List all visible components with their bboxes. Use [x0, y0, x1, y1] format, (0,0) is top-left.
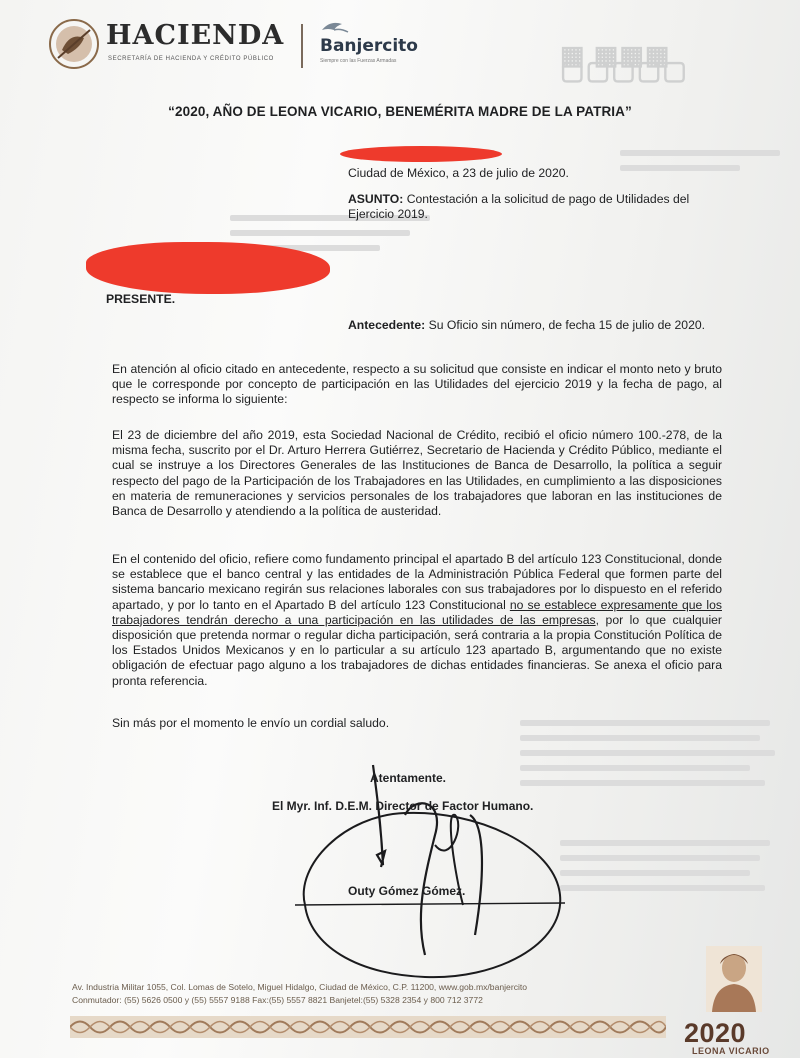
redaction-mark — [340, 146, 502, 162]
logo-divider — [301, 24, 303, 68]
hacienda-logo-text: HACIENDA — [106, 20, 285, 51]
subject-text: Contestación a la solicitud de pago de Utilidades del Ejercicio 2019. — [348, 192, 690, 222]
footer-year: 2020 — [684, 1018, 747, 1048]
body-paragraph-1: En atención al oficio citado en antecedente, respecto a su solicitud que consiste en indicar el monto neto y bruto que le corresponde por concepto de participación en las Utilidades del ejercicio 2019 y la fecha de pago, al respecto se informa lo siguiente: — [112, 362, 722, 407]
paragraph-3-part-b: , por lo que cualquier disposición que pretenda normar o regular dicha participación, será contraria a la propia Constitución Política de los Estados Unidos Mexicanos y en lo particular a su artículo 123 apartado B, argumentando que no existe obligación de efectuar pago alguno a los trabajadores de dichas entidades financieras. Se anexa el oficio para pronta referencia. — [112, 612, 722, 688]
footer-address: Av. Industria Militar 1055, Col. Lomas de Sotelo, Miguel Hidalgo, Ciudad de México, C.P. 11200, www.gob.mx/banjercito — [72, 982, 528, 992]
subject-line — [348, 192, 728, 222]
body-paragraph-3 — [112, 552, 722, 689]
banjercito-bird-icon — [320, 20, 350, 36]
subject-label: ASUNTO: — [348, 192, 404, 206]
banjercito-subtitle: Siempre con las Fuerzas Armadas — [320, 58, 397, 64]
banjercito-logo-text: Banjercito — [320, 36, 418, 56]
mexico-seal-icon — [48, 18, 100, 70]
footer-leona-vicario: LEONA VICARIO — [692, 1046, 770, 1056]
bleed-through-logo: ▦ ▦▦▦ ▢▢▢▢▢ — [560, 40, 688, 85]
letterhead — [48, 16, 448, 76]
reference-label: Antecedente: — [348, 318, 426, 332]
closing-sentence: Sin más por el momento le envío un cordial saludo. — [112, 716, 390, 730]
year-motto: “2020, AÑO DE LEONA VICARIO, BENEMÉRITA MADRE DE LA PATRIA” — [168, 104, 632, 119]
body-paragraph-2: El 23 de diciembre del año 2019, esta Sociedad Nacional de Crédito, recibió el oficio número 100.-278, de la misma fecha, suscrito por el Dr. Arturo Herrera Gutiérrez, Secretario de Hacienda y Crédito Público, mediante el cual se instruye a los Directores Generales de las Instituciones de Banca de Desarrollo, la política a seguir respecto del pago de la Participación de los Trabajadores en las Utilidades, en cumplimiento a las disposiciones en materia de remuneraciones y servicios personales de los trabajadores que laboran en las instituciones de Banca de Desarrollo y atendiendo a la política de austeridad. — [112, 428, 722, 519]
handwritten-signature — [285, 755, 575, 985]
bleed-through-text — [620, 150, 790, 180]
reference-line — [348, 318, 733, 333]
bleed-through-text — [560, 840, 780, 900]
signer-title: El Myr. Inf. D.E.M. Director de Factor Humano. — [272, 799, 534, 813]
reference-text: Su Oficio sin número, de fecha 15 de julio de 2020. — [428, 318, 706, 332]
place-date: Ciudad de México, a 23 de julio de 2020. — [348, 166, 569, 180]
footer-phones: Conmutador: (55) 5626 0500 y (55) 5557 9188 Fax:(55) 5557 8821 Banjetel:(55) 5328 2354 y 800 712 3772 — [72, 995, 483, 1005]
salutation: PRESENTE. — [106, 292, 176, 306]
closing-word: Atentamente. — [370, 771, 447, 785]
redaction-mark — [86, 242, 330, 294]
hacienda-subtitle: SECRETARÍA DE HACIENDA Y CRÉDITO PÚBLICO — [108, 56, 274, 62]
leona-vicario-portrait-icon — [706, 946, 762, 1012]
paragraph-3-part-a: En el contenido del oficio, refiere como fundamento principal el apartado B del artículo 123 Constitucional, donde se establece que el banco central y las entidades de la Administración Pública Federal que formen parte del sistema bancario mexicano regirán sus relaciones laborales con sus trabajadores por lo dispuesto en el referido apartado, y por lo tanto en el Apartado B del artículo 123 Constitucional — [112, 552, 722, 612]
decorative-border-pattern — [70, 1016, 666, 1038]
signer-name: Outy Gómez Gómez. — [348, 884, 466, 898]
paragraph-3-underlined: no se establece expresamente que los trabajadores tendrán derecho a una participación en las utilidades de las empresas — [112, 597, 722, 627]
